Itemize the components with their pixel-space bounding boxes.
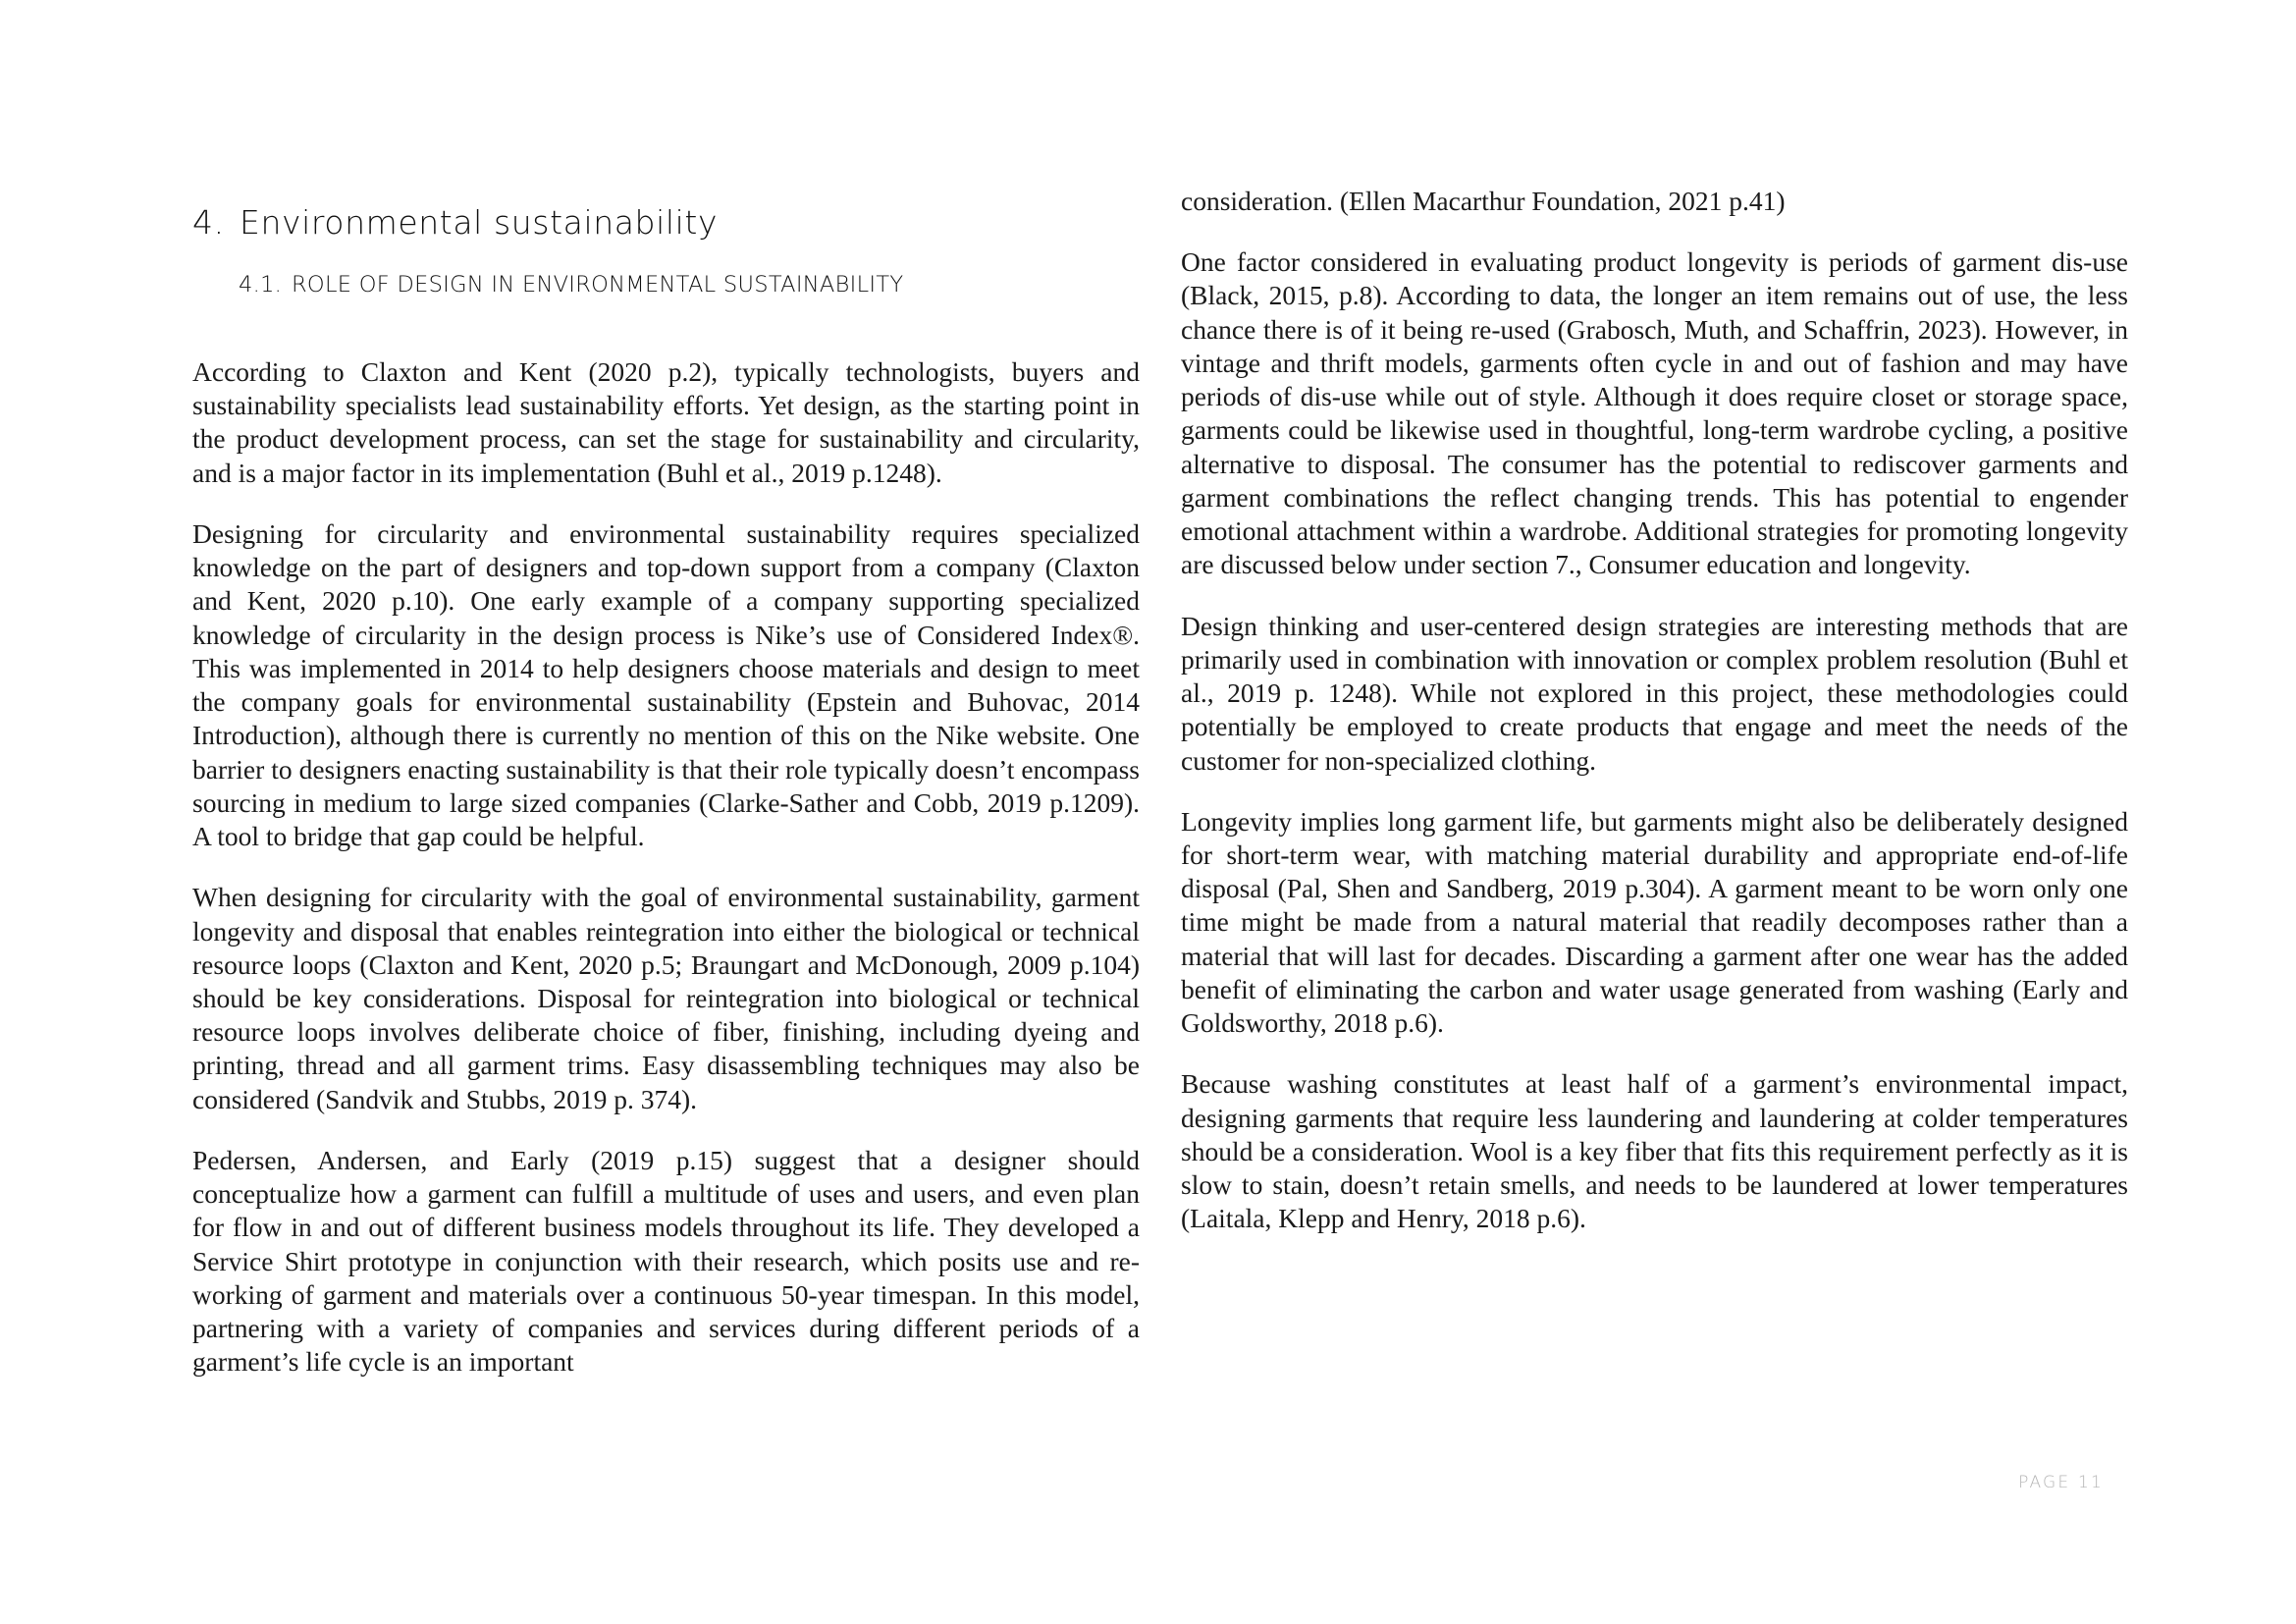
body-column-right	[1181, 185, 2128, 1236]
paragraph: According to Claxton and Kent (2020 p.2), typically technologists, buyers and sustainability specialists lead sustainability efforts. Yet design, as the starting point in the product development process, can set the stage for sustainability and circularity, and is a major factor in its implementation (Buhl et al., 2019 p.1248).	[192, 356, 1140, 488]
paragraph: Design thinking and user-centered design strategies are interesting methods that are primarily used in combination with innovation or complex problem resolution (Buhl et al., 2019 p. 1248). While not explored in this project, these methodologies could potentially be employed to create products that engage and meet the needs of the customer for non-specialized clothing.	[1181, 610, 2128, 776]
section-number: 4.	[192, 203, 225, 243]
paragraph: Pedersen, Andersen, and Early (2019 p.15) suggest that a designer should conceptualize how a garment can fulfill a multitude of uses and users, and even plan for flow in and out of different business models throughout its life. They developed a Service Shirt prototype in conjunction with their research, which posits use and re-working of garment and materials over a continuous 50-year timespan. In this model, partnering with a variety of companies and services during different periods of a garment’s life cycle is an important	[192, 1144, 1140, 1378]
subsection-heading	[239, 272, 1122, 298]
paragraph: consideration. (Ellen Macarthur Foundation, 2021 p.41)	[1181, 186, 1786, 216]
section-title: Environmental sustainability	[240, 203, 719, 243]
body-column-left	[192, 355, 1140, 1380]
paragraph: Designing for circularity and environmental sustainability requires specialized knowledge on the part of designers and top-down support from a company (Claxton and Kent, 2020 p.10). One early example of a company supporting specialized knowledge of circularity in the design process is Nike’s use of Considered Index®. This was implemented in 2014 to help designers choose materials and design to meet the company goals for environmental sustainability (Epstein and Buhovac, 2014 Introduction), although there is currently no mention of this on the Nike website. One barrier to designers enacting sustainability is that their role typically doesn’t encompass sourcing in medium to large sized companies (Clarke-Sather and Cobb, 2019 p.1209). A tool to bridge that gap could be helpful.	[192, 517, 1140, 852]
paragraph: Longevity implies long garment life, but garments might also be deliberately designed for short-term wear, with matching material durability and appropriate end-of-life disposal (Pal, Shen and Sandberg, 2019 p.304). A garment meant to be worn only one time might be made from a natural material that readily decomposes rather than a material that will last for decades. Discarding a garment after one wear has the added benefit of eliminating the carbon and water usage generated from washing (Early and Goldsworthy, 2018 p.6).	[1181, 805, 2128, 1039]
section-heading	[192, 203, 1076, 242]
page-number-footer: PAGE 11	[2018, 1473, 2104, 1492]
paragraph: Because washing constitutes at least half of a garment’s environmental impact, designing garments that require less laundering and laundering at colder temperatures should be a consideration. Wool is a key fiber that fits this requirement perfectly as it is slow to stain, doesn’t retain smells, and needs to be laundered at lower temperatures (Laitala, Klepp and Henry, 2018 p.6).	[1181, 1068, 2128, 1234]
paragraph: One factor considered in evaluating product longevity is periods of garment dis-use (Black, 2015, p.8). According to data, the longer an item remains out of use, the less chance there is of it being re-used (Grabosch, Muth, and Schaffrin, 2023). However, in vintage and thrift models, garments often cycle in and out of fashion and may have periods of dis-use while out of style. Although it does require closet or storage space, garments could be likewise used in thoughtful, long-term wardrobe cycling, a positive alternative to disposal. The consumer has the potential to rediscover garments and garment combinations the reflect changing trends. This has potential to engender emotional attachment within a wardrobe. Additional strategies for promoting longevity are discussed below under section 7., Consumer education and longevity.	[1181, 246, 2128, 580]
subsection-title: ROLE OF DESIGN IN ENVIRONMENTAL SUSTAINABILITY	[292, 271, 904, 298]
paragraph: When designing for circularity with the goal of environmental sustainability, garment longevity and disposal that enables reintegration into either the biological or technical resource loops (Claxton and Kent, 2020 p.5; Braungart and McDonough, 2009 p.104) should be key considerations. Disposal for reintegration into biological or technical resource loops involves deliberate choice of fiber, finishing, including dyeing and printing, thread and all garment trims. Easy disassembling techniques may also be considered (Sandvik and Stubbs, 2019 p. 374).	[192, 882, 1140, 1114]
subsection-number: 4.1.	[239, 271, 283, 298]
